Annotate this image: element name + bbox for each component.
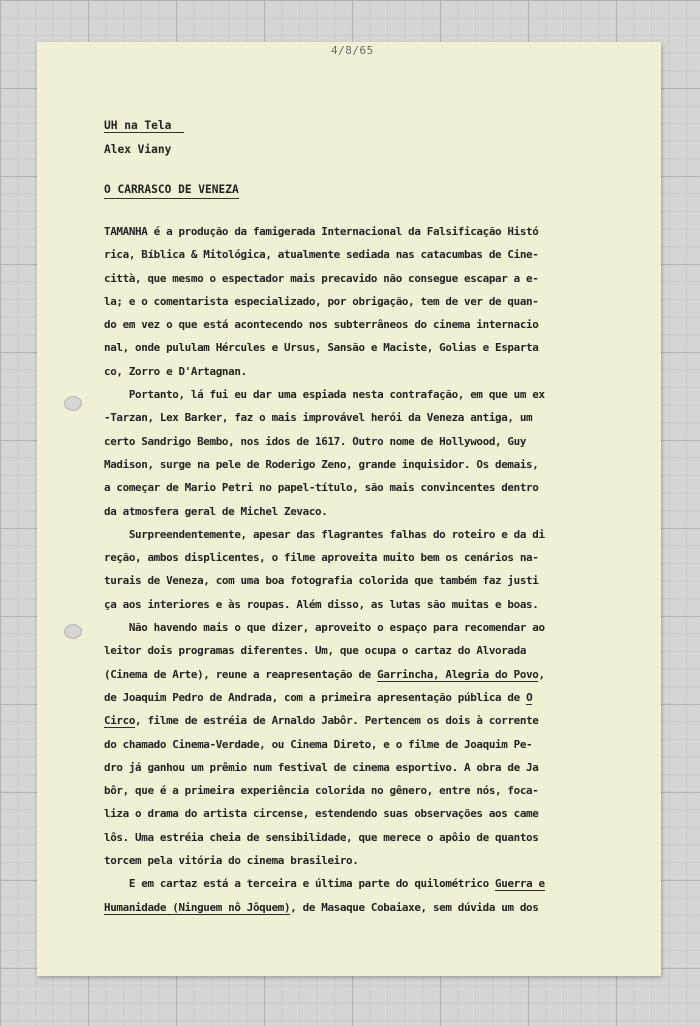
- text-line: [104, 639, 630, 662]
- text-line: [104, 523, 630, 546]
- line-text: da atmosfera geral de Michel Zevaco.: [104, 504, 328, 518]
- punch-hole: [64, 396, 82, 411]
- header-block: [104, 114, 184, 162]
- line-text: Portanto, lá fui eu dar uma espiada nesta contrafação, em que um ex: [104, 388, 545, 402]
- text-line: [104, 406, 630, 429]
- text-line: [104, 290, 630, 313]
- line-text: E em cartaz está a terceira e última parte do quilométrico: [104, 877, 496, 891]
- underlined-title: Garrincha, Alegria do Povo: [377, 667, 539, 681]
- line-text: leitor dois programas diferentes. Um, que ocupa o cartaz do Alvorada: [104, 644, 527, 658]
- line-text: do em vez o que está acontecendo nos subterrâneos do cinema internacio: [104, 318, 539, 332]
- punch-hole: [64, 624, 82, 639]
- text-line: [104, 220, 630, 243]
- line-text: torcem pela vitória do cinema brasileiro.: [104, 854, 359, 868]
- line-text: de Joaquim Pedro de Andrada, com a primeira apresentação pública de: [104, 690, 527, 704]
- text-line: [104, 709, 630, 732]
- text-line: [104, 872, 630, 895]
- line-text: Não havendo mais o que dizer, aproveito o espaço para recomendar ao: [104, 621, 545, 635]
- line-text: a começar de Mario Petri no papel-título, são mais convincentes dentro: [104, 481, 539, 495]
- line-text: Surpreendentemente, apesar das flagrantes falhas do roteiro e da di: [104, 527, 545, 541]
- column-name: UH na Tela: [104, 119, 172, 132]
- line-text: bôr, que é a primeira experiência colorida no gênero, entre nós, foca-: [104, 784, 539, 798]
- text-line: [104, 802, 630, 825]
- line-text: (Cinema de Arte), reune a reapresentação de: [104, 667, 378, 681]
- text-line: [104, 430, 630, 453]
- text-line: [104, 383, 630, 406]
- text-line: [104, 476, 630, 499]
- story-title: [104, 182, 239, 198]
- underlined-title: Circo: [104, 714, 136, 728]
- line-text: , de Masaque Cobaiaxe, sem dúvida um dos: [290, 900, 539, 914]
- text-line: [104, 243, 630, 266]
- line-text: co, Zorro e D'Artagnan.: [104, 364, 247, 378]
- text-line: [104, 686, 630, 709]
- author-name: Alex Viany: [104, 143, 172, 156]
- underlined-title: Humanidade (Ninguem nô Jôquem): [104, 900, 291, 914]
- text-line: [104, 616, 630, 639]
- text-line: [104, 360, 630, 383]
- text-line: [104, 663, 630, 686]
- line-text: TAMANHA é a produção da famigerada Internacional da Falsificação Histó: [104, 225, 539, 238]
- body-text: [104, 220, 630, 919]
- text-line: [104, 593, 630, 616]
- text-line: [104, 779, 630, 802]
- line-text: la; e o comentarista especializado, por obrigação, tem de ver de quan-: [104, 294, 539, 308]
- line-text: liza o drama do artista circense, estendendo suas observações aos came: [104, 807, 539, 821]
- text-line: [104, 267, 630, 290]
- line-text: Madison, surge na pele de Roderigo Zeno, grande inquisidor. Os demais,: [104, 457, 539, 471]
- text-line: [104, 569, 630, 592]
- line-text: ,: [538, 667, 545, 681]
- underlined-title: O: [526, 690, 533, 704]
- text-line: [104, 849, 630, 872]
- line-text: città, que mesmo o espectador mais precavido não consegue escapar a e-: [104, 271, 539, 285]
- text-line: [104, 826, 630, 849]
- date-stamp: 4/8/65: [331, 44, 374, 57]
- line-text: nal, onde pululam Hércules e Ursus, Sansão e Maciste, Golias e Esparta: [104, 341, 539, 355]
- typewritten-page: [37, 42, 661, 976]
- line-text: certo Sandrigo Bembo, nos idos de 1617. Outro nome de Hollywood, Guy: [104, 434, 527, 448]
- underlined-title: Guerra e: [495, 877, 545, 891]
- line-text: lôs. Uma estréia cheia de sensibilidade, que merece o apôio de quantos: [104, 830, 539, 844]
- text-line: [104, 756, 630, 779]
- line-text: turais de Veneza, com uma boa fotografia colorida que também faz justi: [104, 574, 539, 588]
- line-text: , filme de estréia de Arnaldo Jabôr. Pertencem os dois à corrente: [135, 714, 539, 728]
- text-line: [104, 546, 630, 569]
- text-line: [104, 896, 630, 919]
- line-text: -Tarzan, Lex Barker, faz o mais improvável herói da Veneza antiga, um: [104, 411, 533, 425]
- line-text: ça aos interiores e às roupas. Além disso, as lutas são muitas e boas.: [104, 597, 539, 611]
- text-line: [104, 313, 630, 336]
- story-title-text: O CARRASCO DE VENEZA: [104, 183, 239, 199]
- line-text: rica, Bíblica & Mitológica, atualmente sediada nas catacumbas de Cine-: [104, 248, 539, 262]
- text-line: [104, 733, 630, 756]
- text-line: [104, 500, 630, 523]
- line-text: dro já ganhou um prêmio num festival de cinema esportivo. A obra de Ja: [104, 760, 539, 774]
- line-text: do chamado Cinema-Verdade, ou Cinema Direto, e o filme de Joaquim Pe-: [104, 737, 533, 751]
- line-text: reção, ambos displicentes, o filme aproveita muito bem os cenários na-: [104, 551, 539, 565]
- text-line: [104, 453, 630, 476]
- text-line: [104, 336, 630, 359]
